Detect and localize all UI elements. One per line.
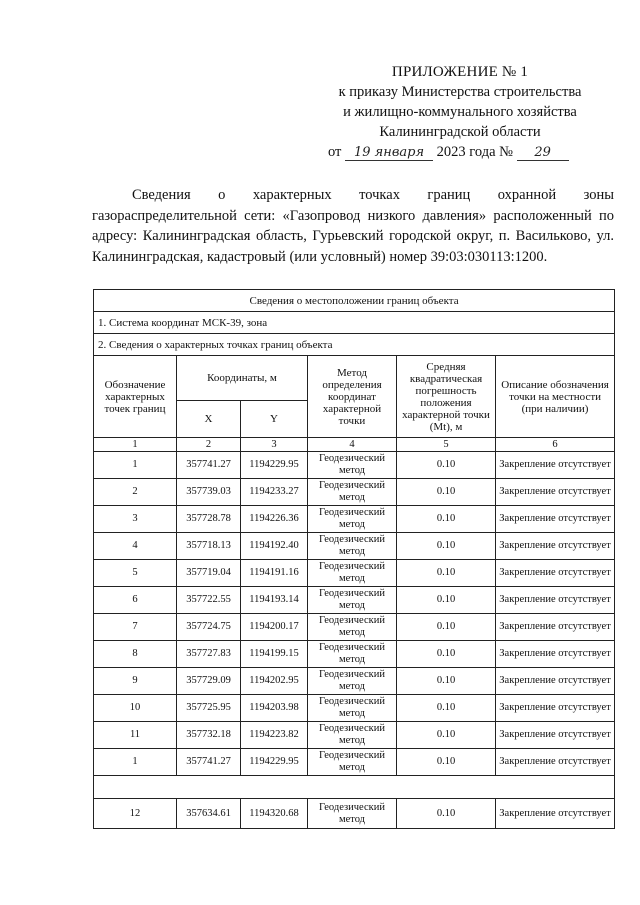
- column-number: 6: [496, 438, 615, 452]
- cell-error: 0.10: [397, 749, 496, 776]
- cell-y: 1194233.27: [241, 479, 308, 506]
- cell-x: 357718.13: [177, 533, 241, 560]
- cell-point: 9: [94, 668, 177, 695]
- cell-x: 357741.27: [177, 452, 241, 479]
- cell-method: Геодезический метод: [308, 668, 397, 695]
- cell-method: Геодезический метод: [308, 560, 397, 587]
- cell-description: Закрепление отсутствует: [496, 749, 615, 776]
- cell-error: 0.10: [397, 479, 496, 506]
- column-number: 4: [308, 438, 397, 452]
- cell-y: 1194193.14: [241, 587, 308, 614]
- cell-y: 1194229.95: [241, 749, 308, 776]
- cell-description: Закрепление отсутствует: [496, 614, 615, 641]
- cell-x: 357739.03: [177, 479, 241, 506]
- cell-description: Закрепление отсутствует: [496, 560, 615, 587]
- cell-error: 0.10: [397, 560, 496, 587]
- document-header: [300, 62, 620, 162]
- cell-x: 357732.18: [177, 722, 241, 749]
- cell-y: 1194199.15: [241, 641, 308, 668]
- column-number: 5: [397, 438, 496, 452]
- year-text: 2023 года №: [436, 144, 513, 160]
- cell-method: Геодезический метод: [308, 533, 397, 560]
- cell-method: Геодезический метод: [308, 452, 397, 479]
- table-row: [94, 479, 615, 506]
- cell-method: Геодезический метод: [308, 641, 397, 668]
- table-row: [94, 641, 615, 668]
- cell-method: Геодезический метод: [308, 479, 397, 506]
- table-row: [94, 452, 615, 479]
- cell-error: 0.10: [397, 668, 496, 695]
- header-description: Описание обозначения точки на местности (при наличии): [496, 356, 615, 438]
- cell-error: 0.10: [397, 695, 496, 722]
- cell-x: 357725.95: [177, 695, 241, 722]
- header-line-3: Калининградской области: [379, 124, 541, 140]
- header-point-designation: Обозначение характерных точек границ: [94, 356, 177, 438]
- coordinate-system-row: 1. Система координат МСК-39, зона: [94, 312, 615, 334]
- empty-cell: [94, 776, 615, 799]
- date-prefix: от: [328, 144, 342, 160]
- table-row: [94, 533, 615, 560]
- cell-x: 357728.78: [177, 506, 241, 533]
- table-row: [94, 560, 615, 587]
- cell-y: 1194226.36: [241, 506, 308, 533]
- cell-error: 0.10: [397, 614, 496, 641]
- cell-y: 1194202.95: [241, 668, 308, 695]
- points-section-row: 2. Сведения о характерных точках границ объекта: [94, 334, 615, 356]
- cell-error: 0.10: [397, 452, 496, 479]
- table-row: [94, 614, 615, 641]
- table-row: [94, 799, 615, 829]
- column-number: 2: [177, 438, 241, 452]
- header-method: Метод определения координат характерной точки: [308, 356, 397, 438]
- cell-y: 1194320.68: [241, 799, 308, 829]
- cell-y: 1194192.40: [241, 533, 308, 560]
- cell-description: Закрепление отсутствует: [496, 587, 615, 614]
- boundary-points-table: [93, 289, 615, 829]
- cell-y: 1194191.16: [241, 560, 308, 587]
- table-row: [94, 695, 615, 722]
- cell-method: Геодезический метод: [308, 506, 397, 533]
- intro-paragraph: Сведения о характерных точках границ охранной зоны газораспределительной сети: «Газопровод низкого давления» расположенный по адресу: Калининградская область, Гурьевский городской округ, п. Васильково, ул. Калининградская, кадастровый (или условный) номер 39:03:030113:1200.: [92, 187, 614, 265]
- cell-method: Геодезический метод: [308, 614, 397, 641]
- handwritten-date: 19 января: [345, 146, 433, 161]
- table-row: [94, 722, 615, 749]
- cell-description: Закрепление отсутствует: [496, 641, 615, 668]
- cell-description: Закрепление отсутствует: [496, 799, 615, 829]
- header-coordinates: Координаты, м: [177, 356, 308, 401]
- handwritten-number: 29: [517, 146, 569, 161]
- cell-description: Закрепление отсутствует: [496, 479, 615, 506]
- column-number: 1: [94, 438, 177, 452]
- cell-method: Геодезический метод: [308, 799, 397, 829]
- table-row: [94, 668, 615, 695]
- cell-error: 0.10: [397, 799, 496, 829]
- cell-x: 357634.61: [177, 799, 241, 829]
- cell-x: 357741.27: [177, 749, 241, 776]
- cell-point: 2: [94, 479, 177, 506]
- cell-x: 357729.09: [177, 668, 241, 695]
- header-line-2: и жилищно-коммунального хозяйства: [343, 104, 577, 120]
- table-section-title: Сведения о местоположении границ объекта: [94, 290, 615, 312]
- cell-y: 1194203.98: [241, 695, 308, 722]
- cell-point: 12: [94, 799, 177, 829]
- cell-error: 0.10: [397, 587, 496, 614]
- cell-point: 10: [94, 695, 177, 722]
- cell-x: 357724.75: [177, 614, 241, 641]
- cell-description: Закрепление отсутствует: [496, 668, 615, 695]
- header-y: Y: [241, 401, 308, 438]
- cell-error: 0.10: [397, 641, 496, 668]
- table-row: [94, 506, 615, 533]
- header-error: Средняя квадратическая погрешность положения характерной точки (Mt), м: [397, 356, 496, 438]
- cell-y: 1194200.17: [241, 614, 308, 641]
- cell-method: Геодезический метод: [308, 749, 397, 776]
- cell-point: 5: [94, 560, 177, 587]
- cell-point: 6: [94, 587, 177, 614]
- cell-x: 357719.04: [177, 560, 241, 587]
- table-row: [94, 587, 615, 614]
- column-number-row: [94, 438, 615, 452]
- cell-point: 1: [94, 452, 177, 479]
- cell-x: 357727.83: [177, 641, 241, 668]
- cell-method: Геодезический метод: [308, 722, 397, 749]
- cell-point: 11: [94, 722, 177, 749]
- column-number: 3: [241, 438, 308, 452]
- cell-error: 0.10: [397, 533, 496, 560]
- cell-error: 0.10: [397, 722, 496, 749]
- cell-x: 357722.55: [177, 587, 241, 614]
- cell-y: 1194223.82: [241, 722, 308, 749]
- cell-description: Закрепление отсутствует: [496, 506, 615, 533]
- cell-point: 8: [94, 641, 177, 668]
- cell-description: Закрепление отсутствует: [496, 722, 615, 749]
- cell-description: Закрепление отсутствует: [496, 695, 615, 722]
- cell-point: 4: [94, 533, 177, 560]
- empty-separator-row: [94, 776, 615, 799]
- table-row: [94, 749, 615, 776]
- cell-point: 1: [94, 749, 177, 776]
- appendix-title: ПРИЛОЖЕНИЕ № 1: [391, 64, 529, 80]
- header-x: X: [177, 401, 241, 438]
- cell-y: 1194229.95: [241, 452, 308, 479]
- header-line-1: к приказу Министерства строительства: [338, 84, 582, 100]
- cell-description: Закрепление отсутствует: [496, 533, 615, 560]
- cell-description: Закрепление отсутствует: [496, 452, 615, 479]
- order-date-line: [300, 142, 620, 162]
- cell-method: Геодезический метод: [308, 587, 397, 614]
- cell-error: 0.10: [397, 506, 496, 533]
- cell-point: 3: [94, 506, 177, 533]
- cell-method: Геодезический метод: [308, 695, 397, 722]
- cell-point: 7: [94, 614, 177, 641]
